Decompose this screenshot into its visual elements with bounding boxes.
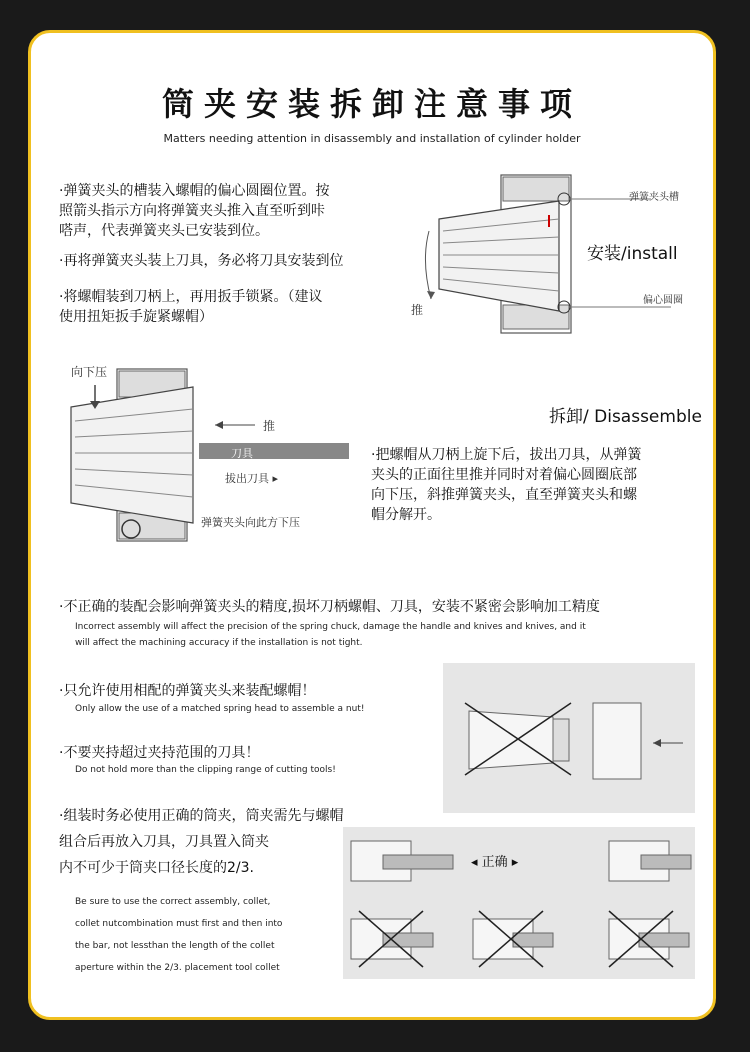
note-3-en: Do not hold more than the clipping range of cutting tools!: [75, 765, 336, 775]
usage-diagram: [343, 827, 695, 979]
callout-ring: 偏心圆圈: [643, 295, 683, 306]
instruction-card: [28, 30, 716, 1020]
note-4-cn: ·组装时务必使用正确的筒夹，筒夹需先与螺帽 组合后再放入刀具，刀具置入筒夹 内不可少于筒夹口径长度的2/3.: [59, 808, 344, 876]
note-3-cn: ·不要夹持超过夹持范围的刀具！: [59, 745, 260, 761]
install-step-3: ·将螺帽装到刀柄上，再用扳手锁紧。（建议 使用扭矩扳手旋紧螺帽）: [59, 289, 323, 325]
note-1-en: Incorrect assembly will affect the precision of the spring chuck, damage the handle and knives and knives, and it will affect the machining accuracy if the installation is not tight.: [75, 622, 586, 648]
install-step-2: ·再将弹簧夹头装上刀具，务必将刀具安装到位: [59, 253, 344, 269]
press-direction-label: 弹簧夹头向此方下压: [201, 516, 300, 529]
note-1-cn: ·不正确的装配会影响弹簧夹头的精度,损坏刀柄螺帽、刀具，安装不紧密会影响加工精度: [59, 599, 600, 615]
install-label: 安装/install: [583, 239, 682, 264]
wrong-collet-diagram: [443, 663, 695, 813]
page-title: 筒夹安装拆卸注意事项: [161, 85, 582, 123]
install-step-1: ·弹簧夹头的槽装入螺帽的偏心圆圈位置。按 照箭头指示方向将弹簧夹头推入直至听到咔 嗒声，代表弹簧夹头已安装到位。: [59, 183, 330, 239]
correct-label: ◂ 正确 ▸: [471, 855, 519, 870]
page-subtitle: Matters needing attention in disassembly and installation of cylinder holder: [163, 132, 581, 145]
push-label-disassemble: 推: [263, 419, 276, 433]
disassemble-label: 拆卸/ Disassemble: [549, 407, 702, 427]
press-down-label: 向下压: [71, 365, 108, 379]
note-4-en: Be sure to use the correct assembly, collet, collet nutcombination must first and then into the bar, not lessthan the length of the collet aperture within the 2/3. placement tool collet: [75, 897, 283, 973]
note-2-en: Only allow the use of a matched spring head to assemble a nut!: [75, 704, 365, 714]
push-label-install: 推: [411, 303, 424, 317]
pull-out-label: 拔出刀具 ▸: [225, 472, 279, 485]
callout-groove: 弹簧夹头槽: [629, 192, 679, 203]
tool-label: 刀具: [231, 447, 253, 460]
disassemble-text: ·把螺帽从刀柄上旋下后，拔出刀具，从弹簧 夹头的正面往里推并同时对着偏心圆圈底部 向下压，斜推弹簧夹头，直至弹簧夹头和螺 帽分解开。: [371, 447, 642, 523]
note-2-cn: ·只允许使用相配的弹簧夹头来装配螺帽！: [59, 683, 316, 699]
